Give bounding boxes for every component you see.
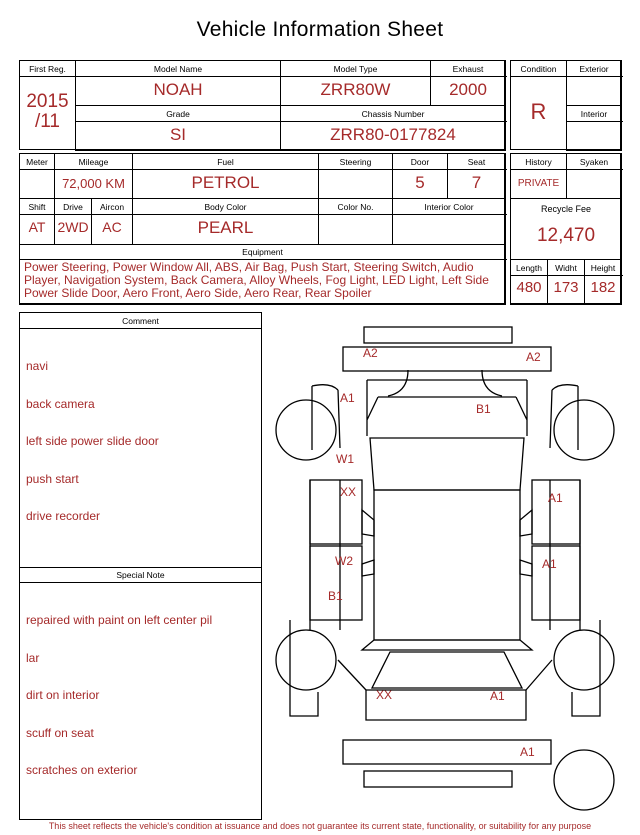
- aircon-label: Aircon: [99, 202, 125, 212]
- grade-value: SI: [169, 125, 187, 144]
- first-reg-month: /11: [34, 111, 60, 132]
- right-rear-notch: [520, 560, 532, 576]
- first-reg-cell: [19, 60, 76, 150]
- exterior-cell: [566, 60, 622, 106]
- width-label: Widht: [555, 263, 577, 273]
- comment-text: [26, 335, 159, 548]
- left-front-wheel: [276, 400, 336, 460]
- left-rear-notch: [362, 560, 374, 576]
- body-color-value: PEARL: [197, 218, 254, 237]
- width-value: 173: [553, 279, 579, 296]
- windshield: [370, 438, 524, 490]
- seat-value: 7: [471, 173, 482, 192]
- comment-label: Comment: [122, 316, 159, 326]
- steering-cell: [318, 153, 393, 199]
- mileage-label: Mileage: [78, 157, 109, 167]
- right-front-door: [532, 480, 580, 544]
- special-note-line: lar: [26, 650, 40, 665]
- fuel-label: Fuel: [217, 157, 234, 167]
- mileage-cell: [54, 153, 133, 199]
- special-note-line: scratches on exterior: [26, 763, 138, 777]
- interior-color-label: Interior Color: [424, 202, 474, 212]
- damage-mark: A2: [363, 346, 378, 360]
- model-type-label: Model Type: [333, 64, 378, 74]
- header-table: [19, 60, 505, 150]
- rear-roof-edge: [362, 640, 532, 650]
- damage-mark: A2: [526, 350, 541, 364]
- first-reg-year: 2015: [26, 91, 69, 112]
- right-rear-wheel: [554, 630, 614, 690]
- seat-label: Seat: [467, 157, 486, 167]
- history-value: PRIVATE: [517, 178, 560, 189]
- front-right-arc: [482, 370, 502, 396]
- body-color-label: Body Color: [204, 202, 247, 212]
- notes-panel: [19, 312, 262, 820]
- length-label: Length: [516, 263, 542, 273]
- model-type-value: ZRR80W: [320, 80, 391, 99]
- equipment-cell: [19, 244, 506, 305]
- aircon-value: AC: [102, 219, 122, 235]
- recycle-cell: [510, 198, 622, 260]
- equipment-label: Equipment: [242, 247, 283, 257]
- rear-bumper: [364, 771, 512, 787]
- condition-value: R: [530, 99, 547, 124]
- spare-wheel: [554, 750, 614, 810]
- comment-line: left side power slide door: [26, 434, 159, 448]
- width-cell: [547, 259, 585, 305]
- damage-mark: A1: [548, 491, 563, 505]
- shift-cell: [19, 198, 55, 245]
- fuel-cell: [132, 153, 319, 199]
- drive-cell: [54, 198, 92, 245]
- first-reg-label: First Reg.: [29, 64, 66, 74]
- history-cell: [510, 153, 567, 199]
- syaken-cell: [566, 153, 622, 199]
- comment-line: drive recorder: [26, 509, 101, 523]
- chassis-label: Chassis Number: [361, 109, 425, 119]
- exhaust-cell: [430, 60, 506, 106]
- exterior-label: Exterior: [579, 64, 609, 74]
- special-note-text: [26, 589, 212, 802]
- left-window-notch: [362, 510, 374, 536]
- damage-mark: A1: [542, 557, 557, 571]
- history-label: History: [525, 157, 552, 167]
- chassis-value: ZRR80-0177824: [330, 125, 456, 144]
- damage-mark: XX: [340, 485, 357, 499]
- shift-label: Shift: [28, 202, 46, 212]
- condition-table: [510, 60, 621, 150]
- left-front-fender: [312, 385, 340, 450]
- grade-label: Grade: [166, 109, 190, 119]
- grade-cell: [75, 105, 281, 151]
- height-label: Height: [590, 263, 616, 273]
- shift-value: AT: [28, 219, 46, 235]
- color-no-label: Color No.: [337, 202, 374, 212]
- height-cell: [584, 259, 622, 305]
- front-bumper: [364, 327, 512, 343]
- left-rear-wheel: [276, 630, 336, 690]
- rear-quarter-lines: [338, 660, 552, 690]
- door-cell: [392, 153, 448, 199]
- damage-mark: A1: [520, 745, 535, 759]
- disclaimer-footer: This sheet reflects the vehicle's condition at issuance and does not guarantee its current state, functionality, or suitability for any purpose: [48, 821, 592, 831]
- color-no-cell: [318, 198, 393, 245]
- seat-cell: [447, 153, 506, 199]
- equipment-text: Power Steering, Power Window All, ABS, Air Bag, Push Start, Steering Switch, Audio Player, Navigation System, Back Camera, Alloy Wheels, Fog Light, LED Light, Left Side Power Slide Door, Aero Front, Aero Side, Aero Rear, Rear Spoiler: [24, 260, 489, 300]
- side-table: [510, 153, 621, 304]
- hood-outline: [367, 380, 527, 436]
- comment-line: back camera: [26, 396, 95, 411]
- special-note-line: repaired with paint on left center pil: [26, 613, 213, 627]
- special-note-line: dirt on interior: [26, 688, 100, 702]
- condition-cell: [510, 60, 567, 150]
- exhaust-value: 2000: [449, 80, 487, 99]
- right-front-wheel: [554, 400, 614, 460]
- door-label: Door: [410, 157, 430, 167]
- damage-mark: W2: [335, 554, 353, 568]
- car-damage-diagram: [270, 320, 620, 820]
- special-note-line: scuff on seat: [26, 725, 94, 740]
- model-name-label: Model Name: [153, 64, 203, 74]
- condition-label: Condition: [520, 64, 557, 74]
- chassis-cell: [280, 105, 506, 151]
- comment-line: navi: [26, 359, 49, 373]
- recycle-label: Recycle Fee: [540, 204, 592, 214]
- front-left-arc: [388, 370, 408, 396]
- model-name-value: NOAH: [153, 80, 203, 99]
- sheet-title: Vehicle Information Sheet: [196, 18, 444, 41]
- interior-cell: [566, 105, 622, 151]
- rear-fenders: [290, 620, 600, 716]
- special-note-label: Special Note: [116, 570, 165, 580]
- right-window-notch: [520, 510, 532, 536]
- length-value: 480: [516, 279, 542, 296]
- body-color-cell: [132, 198, 319, 245]
- rear-window: [372, 652, 522, 688]
- damage-mark: B1: [476, 402, 491, 416]
- steering-label: Steering: [339, 157, 372, 167]
- model-type-cell: [280, 60, 431, 106]
- drive-label: Drive: [63, 202, 83, 212]
- interior-color-cell: [392, 198, 506, 245]
- drive-value: 2WD: [57, 219, 89, 235]
- damage-mark: XX: [376, 688, 393, 702]
- damage-mark: A1: [490, 689, 505, 703]
- door-value: 5: [415, 173, 425, 192]
- model-name-cell: [75, 60, 281, 106]
- length-cell: [510, 259, 548, 305]
- damage-mark: W1: [336, 452, 354, 466]
- aircon-cell: [91, 198, 133, 245]
- meter-label: Meter: [26, 157, 48, 167]
- roof: [374, 490, 520, 640]
- specs-table: [19, 153, 505, 304]
- recycle-value: 12,470: [536, 225, 596, 246]
- mileage-value: 72,000 KM: [62, 176, 125, 191]
- height-value: 182: [590, 279, 616, 296]
- right-front-fender: [550, 385, 578, 450]
- exhaust-label: Exhaust: [452, 64, 484, 74]
- comment-line: push start: [26, 471, 79, 486]
- damage-mark: A1: [340, 391, 355, 405]
- fuel-value: PETROL: [191, 173, 260, 192]
- meter-cell: [19, 153, 55, 199]
- syaken-label: Syaken: [579, 157, 609, 167]
- interior-label: Interior: [580, 109, 608, 119]
- damage-mark: B1: [328, 589, 343, 603]
